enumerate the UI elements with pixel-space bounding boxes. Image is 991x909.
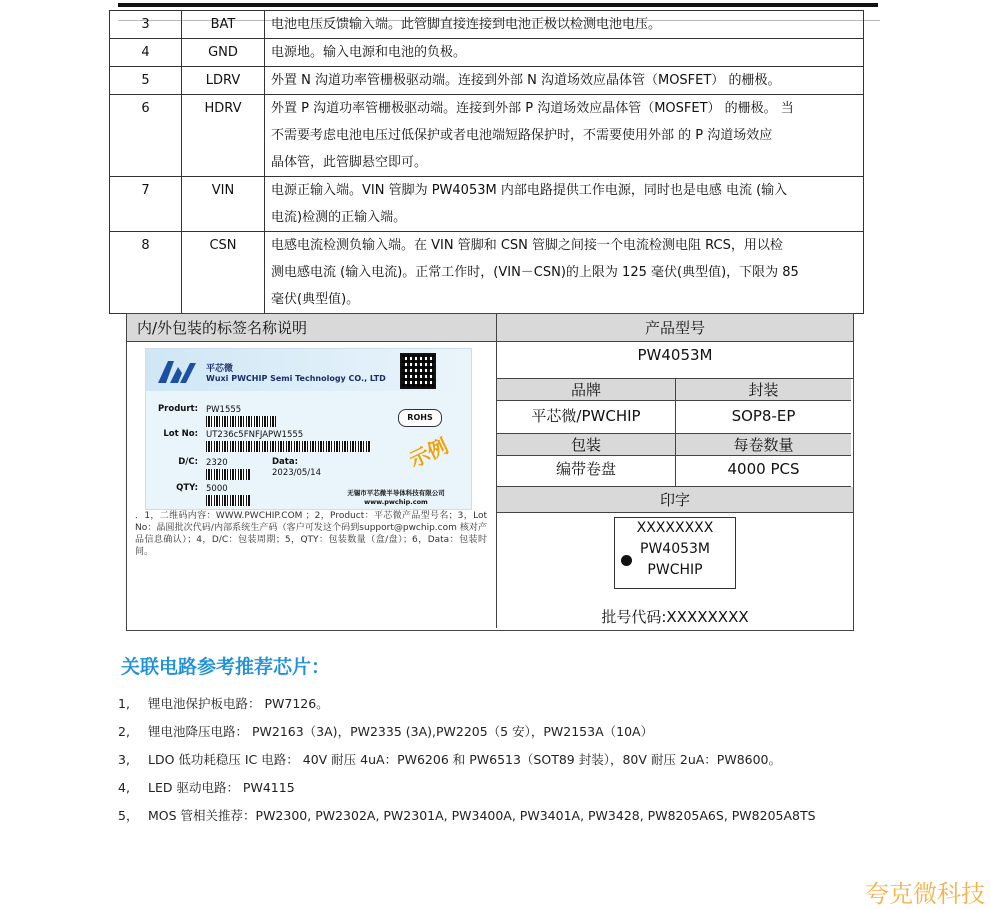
list-item: 1, 锂电池保护板电路： PW7126。 [118, 696, 329, 711]
sample-stamp: 示例 [405, 433, 452, 473]
label-qty-value: 5000 [206, 484, 228, 494]
package-value: SOP8-EP [676, 401, 851, 434]
header-rule [118, 3, 878, 7]
brand-value: 平芯微/PWCHIP [497, 401, 675, 434]
pin-description: 电池电压反馈输入端。此管脚直接连接到电池正极以检测电池电压。 [265, 11, 864, 39]
table-row [110, 39, 864, 67]
marking-header: 印字 [497, 487, 853, 513]
pin-number: 6 [110, 95, 182, 177]
pin-number: 3 [110, 11, 182, 39]
pin-name: BAT [182, 11, 265, 39]
barcode-icon [206, 416, 276, 427]
table-row [110, 67, 864, 95]
table-row [110, 11, 864, 39]
barcode-icon [206, 441, 371, 452]
pin-number: 8 [110, 232, 182, 314]
qty-value: 4000 PCS [676, 456, 851, 487]
pin-name: VIN [182, 177, 265, 232]
barcode-icon [206, 469, 250, 480]
batch-code: 批号代码:XXXXXXXX [601, 608, 749, 626]
list-item: 2, 锂电池降压电路： PW2163（3A)，PW2335 (3A),PW2205（5 安），PW2153A（10A） [118, 724, 654, 739]
package-header: 封装 [676, 379, 851, 401]
pin-description-table [109, 10, 864, 314]
label-maker: 无锡市平芯微半导体科技有限公司 www.pwchip.com [347, 489, 445, 506]
qr-code-icon [400, 353, 436, 389]
pin-description: 外置 P 沟道功率管栅极驱动端。连接到外部 P 沟道场效应晶体管（MOSFET） 的栅极。 当 不需要考虑电池电压过低保护或者电池端短路保护时，不需要使用外部 的 P 沟道场效应 晶体管，此管脚悬空即可。 [265, 95, 864, 177]
marking-box: XXXXXXXX PW4053M PWCHIP [614, 517, 736, 589]
table-row [110, 177, 864, 232]
pin-name: GND [182, 39, 265, 67]
table-row [110, 95, 864, 177]
packing-value: 编带卷盘 [497, 456, 675, 487]
label-brand: 平芯微 [206, 364, 234, 374]
label-company: Wuxi PWCHIP Semi Technology CO., LTD [206, 374, 386, 383]
model-value: PW4053M [497, 342, 853, 379]
label-qty-key: QTY: [176, 483, 198, 493]
pin-name: HDRV [182, 95, 265, 177]
label-field-notes: ．1，二维码内容：WWW.PWCHIP.COM ；2，Product：平芯微产品型号名；3，Lot No：晶圆批次代码/内部系统生产码（客户可发这个码到support@pwchip.com 核对产品信息确认）；4，D/C：包装周期；5，QTY：包装数量（盒/盘）；6，Data：包装时间。 [135, 511, 487, 557]
barcode-icon [206, 495, 250, 506]
label-lot-value: UT236c5FNFJAPW1555 [206, 430, 304, 440]
label-section-header: 内/外包装的标签名称说明 [127, 314, 496, 342]
pin1-dot-icon [621, 555, 632, 566]
label-dc-key: D/C: [178, 457, 198, 467]
label-dc-value: 2320 [206, 458, 228, 468]
packing-header: 包装 [497, 434, 675, 456]
list-item: 5， MOS 管相关推荐：PW2300, PW2302A, PW2301A, PW3400A, PW3401A, PW3428, PW8205A6S, PW8205A8TS [118, 808, 816, 823]
label-lot-key: Lot No: [163, 429, 198, 439]
pwchip-logo-icon [156, 357, 202, 385]
pin-description: 电感电流检测负输入端。在 VIN 管脚和 CSN 管脚之间接一个电流检测电阻 RCS，用以检 测电感电流 (输入电流)。正常工作时，(VIN－CSN)的上限为 125 毫伏(典型值)，下限为 85 毫伏(典型值)。 [265, 232, 864, 314]
package-label-table [126, 313, 854, 631]
label-product-key: Produrt: [157, 404, 198, 414]
watermark: 夸克微科技 [865, 880, 985, 908]
table-row [110, 232, 864, 314]
pin-number: 7 [110, 177, 182, 232]
pin-description: 外置 N 沟道功率管栅极驱动端。连接到外部 N 沟道场效应晶体管（MOSFET） 的栅极。 [265, 67, 864, 95]
pin-name: CSN [182, 232, 265, 314]
pin-name: LDRV [182, 67, 265, 95]
label-data-key: Data: [272, 457, 298, 467]
pin-description: 电源地。输入电源和电池的负极。 [265, 39, 864, 67]
sample-label-image [145, 348, 472, 510]
section-title: 关联电路参考推荐芯片： [121, 656, 331, 678]
rohs-badge: ROHS [398, 409, 442, 427]
pin-number: 4 [110, 39, 182, 67]
list-item: 3, LDO 低功耗稳压 IC 电路： 40V 耐压 4uA：PW6206 和 PW6513（SOT89 封装），80V 耐压 2uA：PW8600。 [118, 752, 782, 767]
qty-header: 每卷数量 [676, 434, 851, 456]
recommendation-list [118, 690, 816, 830]
brand-header: 品牌 [497, 379, 675, 401]
pin-description: 电源正输入端。VIN 管脚为 PW4053M 内部电路提供工作电源，同时也是电感 电流 (输入 电流)检测的正输入端。 [265, 177, 864, 232]
model-header: 产品型号 [497, 314, 853, 342]
list-item: 4, LED 驱动电路： PW4115 [118, 780, 295, 795]
label-product-value: PW1555 [206, 405, 242, 415]
label-data-value: 2023/05/14 [272, 468, 321, 478]
pin-number: 5 [110, 67, 182, 95]
